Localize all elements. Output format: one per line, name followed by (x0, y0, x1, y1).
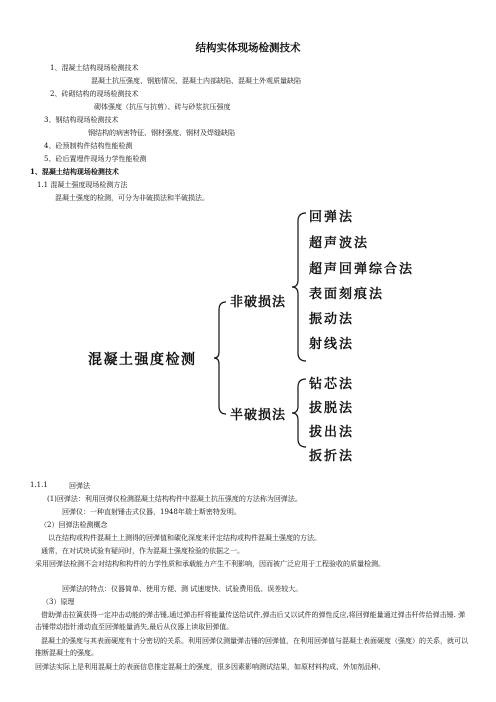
diagram-leaf: 超声回弹综合法 (309, 262, 415, 277)
paragraph-concept-a: 以在结构或构件混凝土上测得的回弹值和碳化深度来评定结构或构件混凝土强度的方法。 (48, 534, 321, 542)
paragraph-concept-b: 通常，在对试块试验有疑问时，作为混凝土强度检验的依据之一。 (41, 547, 244, 555)
subsection-heading-1-1: 1.1 混凝土强度现场检测方法 (37, 181, 128, 189)
diagram-leaf: 回弹法 (309, 210, 355, 225)
diagram-root: 混凝土强度检测 (88, 352, 197, 368)
diagram-leaf: 钻芯法 (309, 377, 355, 392)
diagram-group-2: 半破损法 (230, 408, 287, 423)
toc-item-3-detail: 钢结构的病害特征、钢材强度、钢材及焊缝缺陷 (88, 129, 235, 137)
diagram-leaf: 扳折法 (309, 449, 355, 464)
paragraph-definition: (1)回弹法：利用回弹仪检测混凝土结构构件中混凝土抗压强度的方法称为回弹法。 (47, 495, 302, 503)
paragraph-features: 回弹法的特点：仪器简单、使用方便、测 试速度快、试验费用低、误差较大。 (62, 585, 303, 593)
paragraph-principle-b: 混凝土的强度与其表面硬度有十分密切的关系。利用回弹仪测量弹击锤的回弹值，在利用回弹值与混凝土表面硬度（强度）的关系，就可以推断混凝土的强度。 (35, 637, 468, 657)
toc-item-1: 1、混凝土结构现场检测技术 (50, 64, 139, 72)
toc-item-2: 2、砖砌结构的现场检测技术 (50, 90, 139, 98)
root-brace (214, 302, 226, 414)
heading-1-1-1-title: 回弹法 (69, 482, 90, 490)
diagram-group-1: 非破损法 (230, 295, 287, 310)
toc-item-2-detail: 砌体强度（抗压与抗剪）、砖与砂浆抗压强度 (94, 103, 231, 111)
diagram-leaf: 振动法 (309, 312, 355, 327)
diagram-leaf: 表面刻痕法 (309, 287, 385, 302)
group-brace-1 (292, 213, 306, 361)
toc-item-3: 3、钢结构现场检测技术 (44, 116, 119, 124)
group-brace-2 (292, 379, 306, 447)
diagram-leaf: 射线法 (309, 337, 355, 352)
toc-item-5: 5、砼后置埋件现场力学性能检测 (44, 155, 147, 163)
heading-concept: （2）回弹法检测概念 (40, 521, 108, 529)
diagram-leaf: 超声波法 (309, 236, 370, 251)
subsection-1-1-text: 混凝土强度的检测，可分为非破损法和半破损法。 (55, 194, 209, 202)
toc-item-1-detail: 混凝土抗压强度、钢筋情况、混凝土内部缺陷、混凝土外观质量缺陷 (91, 77, 301, 85)
paragraph-principle-a: 借助弹击拉簧获得一定冲击动能的弹击锤,通过弹击杆将能量传送给试件,弹击后又以试件的弹性反应,将回弹能量通过弹击杆传给弹击锤. 弹击锤带动指针滑动直至回弹能量消失,最后从仪器上读取回弹值。 (35, 611, 466, 631)
paragraph-instrument: 回弹仪：一种直射锤击式仪器，1948年瑞士斯密特发明。 (62, 508, 241, 516)
paragraph-principle-c: 回弹法实际上是利用混凝土的表面信息推定混凝土的强度，很多因素影响测试结果，如原材料构成、外加剂品种、 (35, 663, 385, 671)
toc-item-4: 4、砼预制构件结构性能检测 (44, 142, 133, 150)
heading-1-1-1-number: 1.1.1 (30, 481, 48, 489)
section-heading-1: 1、混凝土结构现场检测技术 (30, 167, 119, 176)
paragraph-concept-c: 采用回弹法检测不会对结构和构件的力学性质和承载能力产生不利影响，因而被广泛应用于工程验收的质量检测。 (35, 560, 385, 568)
diagram-leaf: 拔出法 (309, 425, 355, 440)
diagram-leaf: 拔脱法 (309, 401, 355, 416)
document-title: 结构实体现场检测技术 (195, 42, 301, 54)
heading-principle: （3）原理 (42, 598, 75, 606)
